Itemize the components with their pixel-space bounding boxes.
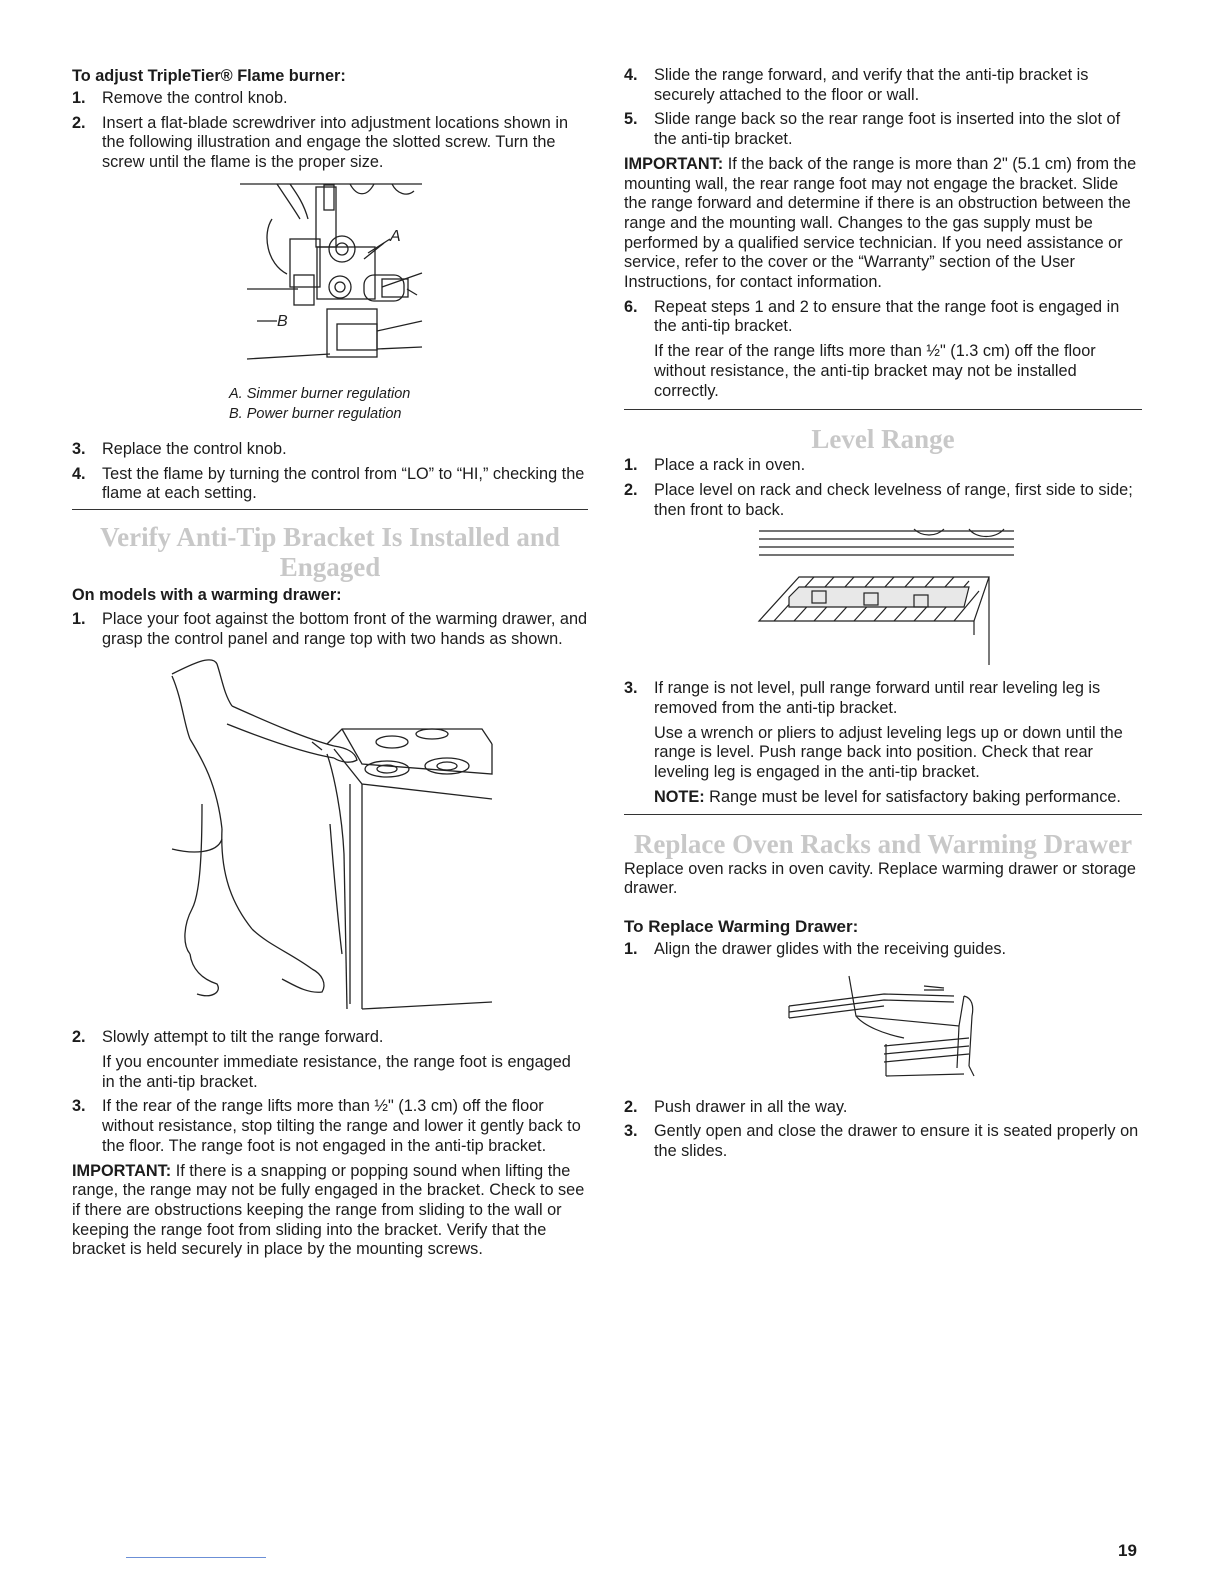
level-on-rack-figure (624, 525, 1142, 675)
list-item (624, 66, 1142, 105)
note-text: Range must be level for satisfactory baking performance. (704, 787, 1121, 806)
step-text: Place your foot against the bottom front of the warming drawer, and grasp the control panel and range top with two hands as shown. (102, 609, 588, 648)
list-item (72, 1028, 588, 1092)
step-number: 1. (624, 939, 638, 958)
caption-a: A. Simmer burner regulation (229, 385, 411, 402)
step-text: Align the drawer glides with the receiving guides. (654, 939, 1007, 958)
person-tilting-range-illustration (72, 654, 588, 1024)
level-on-rack-illustration (624, 525, 1142, 675)
list-item (624, 110, 1142, 149)
section-divider (624, 814, 1142, 815)
step-number: 2. (624, 480, 638, 499)
list-item (624, 1122, 1142, 1161)
caption-b: B. Power burner regulation (229, 405, 402, 422)
step-continuation: If the rear of the range lifts more than ½" (1.3 cm) off the floor without resistance, the anti-tip bracket may not be installed correctly. (654, 342, 1096, 400)
list-item (624, 481, 1142, 520)
important-note-right (624, 155, 1142, 293)
replace-steps-a (624, 940, 1142, 960)
step-text: Slowly attempt to tilt the range forward. (102, 1028, 384, 1047)
step-text: Repeat steps 1 and 2 to ensure that the range foot is engaged in the anti-tip bracket. (654, 297, 1120, 336)
anti-tip-steps-d (624, 298, 1142, 402)
important-label: IMPORTANT: (72, 1161, 172, 1180)
list-item (72, 114, 588, 173)
left-column (72, 66, 588, 1260)
step-number: 1. (624, 456, 638, 475)
replace-steps-b (624, 1098, 1142, 1162)
step-text: Slide the range forward, and verify that the anti-tip bracket is securely attached to the floor or wall. (654, 66, 1089, 104)
list-item (72, 465, 588, 504)
list-item (72, 610, 588, 649)
warming-drawer-subheading: On models with a warming drawer: (72, 585, 342, 604)
step-number: 1. (72, 609, 86, 628)
step-number: 5. (624, 110, 638, 129)
step-continuation: If you encounter immediate resistance, the range foot is engaged in the anti-tip bracket. (102, 1053, 571, 1091)
step-continuation: Use a wrench or pliers to adjust leveling legs up or down until the range is level. Push range back into position. Check that rear leveling leg is engaged in the anti-tip bracket. (654, 723, 1123, 782)
step-text: Slide range back so the rear range foot is inserted into the slot of the anti-tip bracket. (654, 110, 1121, 149)
step-text: Test the flame by turning the control from “LO” to “HI,” checking the flame at each setting. (102, 464, 585, 503)
level-steps-a (624, 456, 1142, 520)
step-text: Remove the control knob. (102, 89, 288, 107)
important-note-left (72, 1162, 588, 1261)
replace-drawer-subheading: To Replace Warming Drawer: (624, 916, 859, 936)
step-number: 3. (624, 679, 638, 698)
important-text: If the back of the range is more than 2" (5.1 cm) from the mounting wall, the rear range foot may not engage the bracket. Slide the range forward and determine if there is an obstruction between the range and the mounting wall. Changes to the gas supply must be performed by a qualified service technician. If you need assistance or service, refer to the cover or the “Warranty” section of the User Instructions, for contact information. (624, 154, 1137, 292)
note (654, 788, 1142, 808)
step-number: 3. (624, 1122, 638, 1141)
footer-rule (126, 1557, 266, 1558)
step-text: Place level on rack and check levelness of range, first side to side; then front to back. (654, 480, 1133, 519)
step-number: 2. (72, 1028, 86, 1047)
tripletier-heading: To adjust TripleTier® Flame burner: (72, 67, 346, 85)
section-divider (624, 409, 1142, 410)
label-a: A (390, 227, 401, 245)
list-item (72, 89, 588, 109)
step-text: Place a rack in oven. (654, 456, 806, 475)
note-label: NOTE: (654, 787, 705, 806)
list-item (72, 1097, 588, 1156)
list-item (624, 456, 1142, 476)
drawer-glides-illustration (624, 966, 1142, 1092)
list-item (624, 298, 1142, 402)
list-item (624, 679, 1142, 807)
step-number: 3. (72, 439, 86, 458)
step-text: If range is not level, pull range forward until rear leveling leg is removed from the anti-tip bracket. (654, 679, 1101, 718)
replace-racks-text: Replace oven racks in oven cavity. Replace warming drawer or storage drawer. (624, 859, 1136, 898)
important-label: IMPORTANT: (624, 154, 724, 173)
level-range-title: Level Range (811, 424, 955, 455)
drawer-glides-figure (624, 966, 1142, 1092)
step-number: 6. (624, 297, 638, 316)
step-text: Insert a flat-blade screwdriver into adjustment locations shown in the following illustration and engage the slotted screw. Turn the screw until the flame is the proper size. (102, 113, 569, 172)
list-item (624, 940, 1142, 960)
important-text: If there is a snapping or popping sound when lifting the range, the range may not be fully engaged in the bracket. Check to see if there are obstructions keeping the range from sliding to the wall or keeping the range foot from sliding into the bracket. Verify that the bracket is held securely in place by the mounting screws. (72, 1161, 585, 1259)
anti-tip-steps-c (624, 66, 1142, 150)
burner-valve-figure (72, 179, 588, 389)
step-number: 3. (72, 1097, 86, 1116)
step-number: 4. (624, 66, 638, 84)
burner-steps-b (72, 440, 588, 504)
step-text: Gently open and close the drawer to ensure it is seated properly on the slides. (654, 1122, 1139, 1161)
burner-valve-illustration (72, 179, 588, 389)
anti-tip-section-title: Verify Anti-Tip Bracket Is Installed and Engaged (100, 521, 560, 582)
step-number: 1. (72, 89, 86, 107)
step-text: Replace the control knob. (102, 439, 287, 458)
step-number: 2. (72, 113, 86, 132)
figure-caption (72, 384, 588, 424)
step-number: 4. (72, 464, 86, 483)
label-b: B (277, 312, 288, 330)
right-column (624, 66, 1142, 1167)
anti-tip-steps-b (72, 1028, 588, 1156)
step-number: 2. (624, 1097, 638, 1116)
step-text: Push drawer in all the way. (654, 1097, 848, 1116)
tilt-range-figure (72, 654, 588, 1024)
replace-racks-title: Replace Oven Racks and Warming Drawer (633, 828, 1133, 859)
anti-tip-steps-a (72, 610, 588, 649)
burner-steps-a (72, 89, 588, 173)
level-steps-b (624, 679, 1142, 807)
section-divider (72, 509, 588, 510)
list-item (72, 440, 588, 460)
list-item (624, 1098, 1142, 1118)
step-text: If the rear of the range lifts more than ½" (1.3 cm) off the floor without resistance, stop tilting the range and lower it gently back to the floor. The range foot is not engaged in the anti-tip bracket. (102, 1097, 581, 1155)
page-number: 19 (1118, 1541, 1137, 1560)
